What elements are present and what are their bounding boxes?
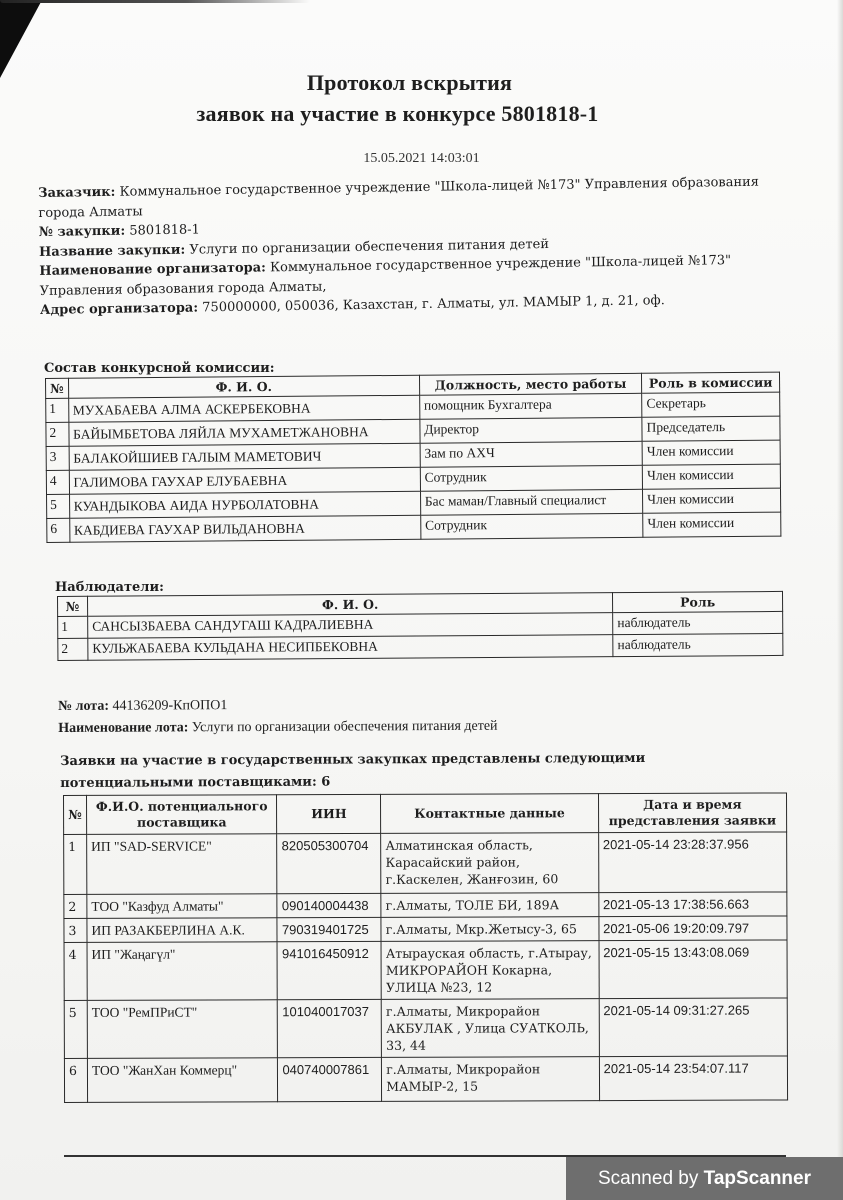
organizer-address-value: 750000000, 050036, Казахстан, г. Алматы, ул. МАМЫР 1, д. 21, оф. <box>202 293 665 316</box>
row-number: 1 <box>64 834 87 894</box>
col-header-role: Роль <box>613 591 783 612</box>
observer-name: КУЛЬЖАБАЕВА КУЛЬДАНА НЕСИПБЕКОВНА <box>88 635 613 661</box>
supplier-iin: 820505300704 <box>277 833 381 893</box>
customer-value: Коммунальное государственное учреждение "Школа-лицей №173" Управления образования города Алматы <box>38 174 760 221</box>
document-title-line2: заявок на участие в конкурсе 5801818-1 <box>196 101 599 126</box>
applications-header-row <box>64 793 787 835</box>
member-position: Сотрудник <box>420 513 643 539</box>
applications-section-title: Заявки на участие в государственных закупках представлены следующими потенциальными поставщиками: 6 <box>60 750 646 791</box>
col-header-role: Роль в комиссии <box>642 372 780 393</box>
row-number: 1 <box>58 616 88 638</box>
member-role: Член комиссии <box>643 488 781 513</box>
submission-datetime: 2021-05-14 23:28:37.956 <box>598 832 787 893</box>
row-number: 6 <box>47 518 70 542</box>
observers-table <box>57 591 783 661</box>
row-number: 4 <box>46 470 69 494</box>
application-row <box>64 892 787 919</box>
submission-datetime: 2021-05-14 09:31:27.265 <box>599 998 788 1057</box>
member-position: Сотрудник <box>420 465 643 491</box>
row-number: 3 <box>64 918 87 942</box>
scan-top-shadow <box>0 0 310 3</box>
row-number: 2 <box>46 422 69 446</box>
col-header-fullname: Ф. И. О. <box>87 593 612 617</box>
submission-datetime: 2021-05-13 17:38:56.663 <box>599 892 787 917</box>
supplier-name: ТОО "РемПРиСТ" <box>87 1000 278 1059</box>
organizer-label: Наименование организатора: <box>39 260 267 279</box>
lot-number-label: № лота: <box>58 698 110 714</box>
lot-info <box>58 694 498 740</box>
applications-table <box>63 792 788 1103</box>
scan-corner-shadow <box>0 0 42 78</box>
organizer-address-label: Адрес организатора: <box>39 300 199 318</box>
commission-row <box>47 512 781 542</box>
row-number: 5 <box>47 494 70 518</box>
protocol-datetime: 15.05.2021 14:03:01 <box>363 151 480 166</box>
submission-datetime: 2021-05-14 23:54:07.117 <box>599 1056 787 1101</box>
scanner-watermark <box>566 1157 843 1200</box>
col-header-number: № <box>46 378 69 398</box>
col-header-position: Должность, место работы <box>419 373 642 395</box>
member-position: Бас маман/Главный специалист <box>420 489 643 515</box>
supplier-iin: 040740007861 <box>278 1057 382 1101</box>
application-row <box>64 916 787 943</box>
member-name: БАЛАКОЙШИЕВ ГАЛЫМ МАМЕТОВИЧ <box>69 443 420 470</box>
member-position: помощник Бухгалтера <box>419 393 642 419</box>
row-number: 1 <box>46 398 69 422</box>
member-role: Секретарь <box>642 392 780 417</box>
col-header-submission-datetime: Дата и время представления заявки <box>598 793 786 833</box>
purchase-number-label: № закупки: <box>38 223 126 240</box>
observer-row <box>58 633 783 660</box>
watermark-prefix: Scanned by <box>598 1168 704 1189</box>
col-header-fullname: Ф. И. О. <box>68 375 419 398</box>
member-position: Директор <box>420 417 643 443</box>
row-number: 5 <box>64 1000 87 1058</box>
col-header-supplier: Ф.И.О. потенциального поставщика <box>86 795 277 835</box>
col-header-number: № <box>64 795 87 834</box>
col-header-contacts: Контактные данные <box>381 794 599 834</box>
supplier-name: ИП "Жаңагүл" <box>87 942 278 1001</box>
supplier-name: ТОО "ЖанХан Коммерц" <box>87 1058 278 1103</box>
supplier-contacts: г.Алматы, ТОЛЕ БИ, 189А <box>381 893 598 918</box>
observers-section-title: Наблюдатели: <box>55 580 164 595</box>
lot-name-label: Наименование лота: <box>58 720 189 736</box>
commission-table <box>45 372 781 543</box>
submission-datetime: 2021-05-15 13:43:08.069 <box>599 940 788 999</box>
member-role: Член комиссии <box>642 464 780 489</box>
observer-role: наблюдатель <box>613 611 783 634</box>
col-header-number: № <box>58 596 88 616</box>
member-name: БАЙЫМБЕТОВА ЛЯЙЛА МУХАМЕТЖАНОВНА <box>68 419 419 446</box>
supplier-name: ИП РАЗАКБЕРЛИНА А.К. <box>87 918 278 943</box>
member-role: Член комиссии <box>643 512 781 537</box>
application-row <box>64 998 787 1059</box>
member-name: КАБДИЕВА ГАУХАР ВИЛЬДАНОВНА <box>69 515 420 542</box>
customer-label: Заказчик: <box>38 184 116 201</box>
row-number: 6 <box>64 1058 87 1102</box>
supplier-name: ТОО "Казфуд Алматы" <box>87 894 278 919</box>
row-number: 3 <box>46 446 69 470</box>
lot-name-field <box>58 716 497 740</box>
purchase-name-value: Услуги по организации обеспечения питания детей <box>189 236 550 258</box>
supplier-contacts: г.Алматы, Мкр.Жетысу-3, 65 <box>381 917 598 942</box>
watermark-brand: TapScanner <box>703 1168 811 1189</box>
col-header-iin: ИИН <box>277 794 381 833</box>
supplier-contacts: Атырауская область, г.Атырау, МИКРОРАЙОН Кокарна, УЛИЦА №23, 12 <box>381 941 599 1000</box>
organizer-value: Коммунальное государственное учреждение "Школа-лицей №173" Управления образования города Алматы, <box>39 253 732 299</box>
submission-datetime: 2021-05-06 19:20:09.797 <box>599 916 787 941</box>
member-role: Председатель <box>642 416 780 441</box>
procurement-info <box>38 173 770 321</box>
application-row <box>64 940 787 1001</box>
supplier-name: ИП "SAD-SERVICE" <box>87 834 278 895</box>
supplier-iin: 101040017037 <box>278 999 382 1057</box>
supplier-iin: 790319401725 <box>277 917 381 941</box>
member-name: КУАНДЫКОВА АИДА НУРБОЛАТОВНА <box>69 491 420 518</box>
member-position: Зам по АХЧ <box>420 441 643 467</box>
row-number: 2 <box>58 638 88 660</box>
supplier-contacts: г.Алматы, Микрорайон АКБУЛАК , Улица СУАТКОЛЬ, 33, 44 <box>381 999 599 1058</box>
purchase-number-value: 5801818-1 <box>129 222 201 239</box>
supplier-iin: 090140004438 <box>277 893 381 917</box>
page-edge-shadow <box>837 0 843 1160</box>
observer-role: наблюдатель <box>613 633 783 656</box>
supplier-contacts: г.Алматы, Микрорайон МАМЫР-2, 15 <box>382 1057 600 1102</box>
observer-name: САНСЫЗБАЕВА САНДУГАШ КАДРАЛИЕВНА <box>88 613 613 639</box>
application-row <box>64 832 787 895</box>
row-number: 4 <box>64 942 87 1000</box>
supplier-contacts: Алматинская область, Карасайский район, г.Каскелен, Жанғозин, 60 <box>381 833 599 894</box>
lot-number-field <box>58 694 497 718</box>
row-number: 2 <box>64 894 87 918</box>
application-row <box>64 1056 787 1103</box>
lot-number-value: 44136209-КпОПО1 <box>112 698 228 714</box>
lot-name-value: Услуги по организации обеспечения питания детей <box>191 718 498 736</box>
member-role: Член комиссии <box>642 440 780 465</box>
member-name: МУХАБАЕВА АЛМА АСКЕРБЕКОВНА <box>68 395 419 422</box>
purchase-name-label: Название закупки: <box>38 242 186 260</box>
commission-section-title: Состав конкурсной комиссии: <box>44 361 275 376</box>
member-name: ГАЛИМОВА ГАУХАР ЕЛУБАЕВНА <box>69 467 420 494</box>
document-title-line1: Протокол вскрытия <box>306 70 513 95</box>
supplier-iin: 941016450912 <box>277 941 381 999</box>
